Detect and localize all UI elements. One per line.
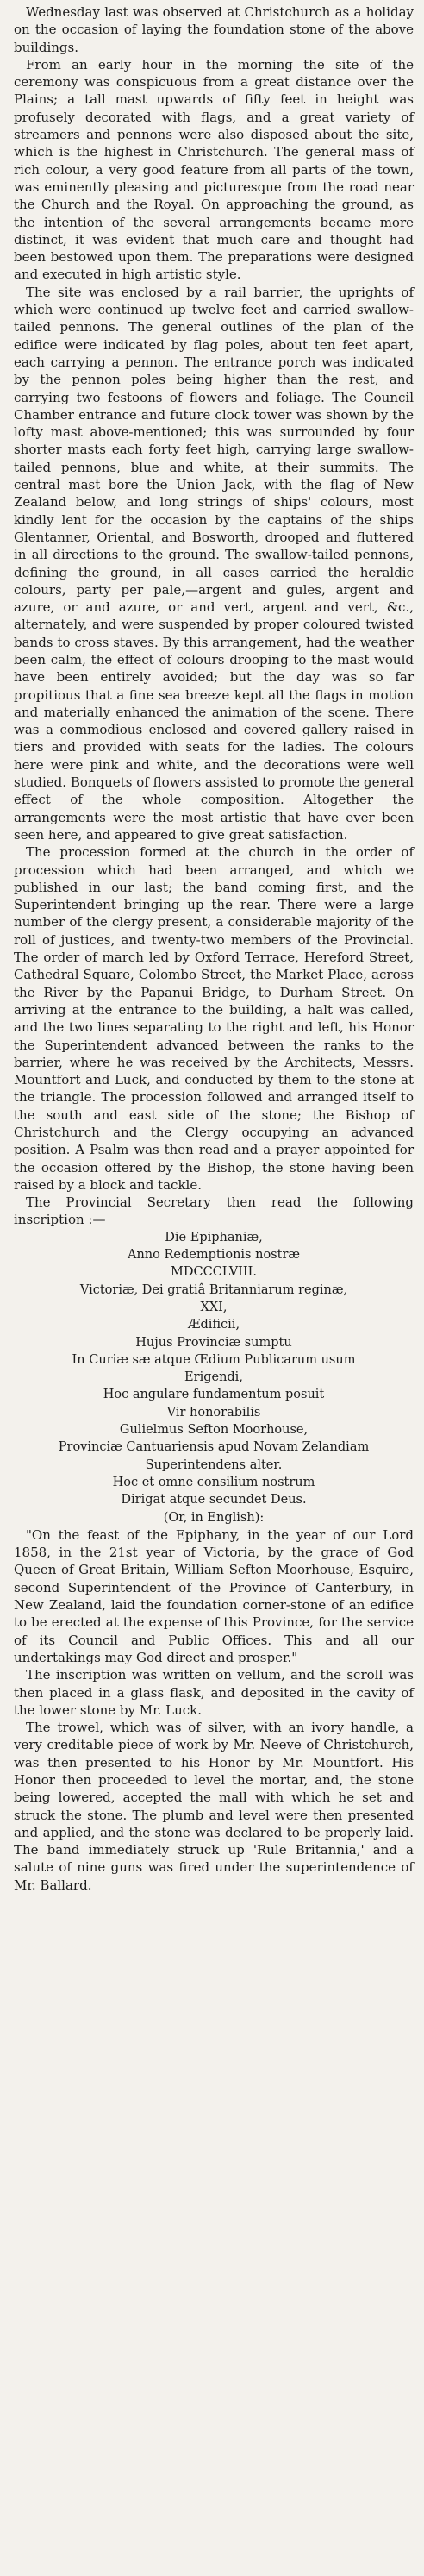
article-paragraph-7: The trowel, which was of silver, with an ivory handle, a very creditable piece of work by Mr. Neeve of Christchurch, was then presented to his Honor by Mr. Mountfort. His Honor then proceeded to level the mortar, and, the stone being lowered, accepted the mall with which he set and struck the stone. The plumb and level were then presented and applied, and the stone was declared to be properly laid. The band immediately struck up 'Rule Britannia,' and a salute of nine guns was fired under the superintendence of Mr. Ballard.	[14, 1720, 414, 1893]
article-paragraph-1: Wednesday last was observed at Christchurch as a holiday on the occasion of laying the foundation stone of the above buildings.	[14, 4, 414, 55]
article-paragraph-2: From an early hour in the morning the site of the ceremony was conspicuous from a great distance over the Plains; a tall mast upwards of fifty feet in height was profusely decorated with flags, and a great variety of streamers and pennons were also disposed about the site, which is the highest in Christchurch. The general mass of rich colour, a very good feature from all parts of the town, was eminently pleasing and picturesque from the road near the Church and the Royal. On approaching the ground, as the intention of the several arrangements became more distinct, it was evident that much care and thought had been bestowed upon them. The preparations were designed and executed in high artistic style.	[14, 56, 414, 283]
inscription-line: Anno Redemptionis nostræ	[128, 1248, 300, 1263]
article-paragraph-5: The Provincial Secretary then read the following inscription :—	[14, 1194, 414, 1228]
inscription-line: Hoc et omne consilium nostrum	[112, 1475, 315, 1489]
inscription-line: Dirigat atque secundet Deus.	[121, 1493, 307, 1507]
english-inscription-paragraph: "On the feast of the Epiphany, in the year of our Lord 1858, in the 21st year of Victoria, by the grace of God Queen of Great Britain, William Sefton Moorhouse, Esquire, second Superintendent of the Province of Canterbury, in New Zealand, laid the foundation corner-stone of an edifice to be erected at the expense of this Province, for the service of its Council and Public Offices. This and all our undertakings may God direct and prosper."	[14, 1526, 414, 1665]
inscription-line: Gulielmus Sefton Moorhouse,	[119, 1423, 309, 1438]
inscription-line: XXI,	[200, 1300, 228, 1314]
inscription-line: Victoriæ, Dei gratiâ Britanniarum reginæ,	[79, 1282, 348, 1297]
inscription-line: In Curiæ sæ atque Œdium Publicarum usum	[72, 1352, 356, 1367]
inscription-line: Vir honorabilis	[166, 1405, 261, 1420]
inscription-line: Hujus Provinciæ sumptu	[135, 1335, 292, 1350]
inscription-line: Ædificii,	[187, 1318, 240, 1332]
inscription-line: MDCCCLVIII.	[171, 1265, 257, 1280]
inscription-line: Superintendens alter.	[145, 1457, 283, 1472]
inscription-line: Hoc angulare fundamentum posuit	[103, 1388, 325, 1402]
article-paragraph-6: The inscription was written on vellum, and the scroll was then placed in a glass flask, and deposited in the cavity of the lower stone by Mr. Luck.	[14, 1667, 414, 1718]
inscription-line: Provinciæ Cantuariensis apud Novam Zelandiam	[58, 1440, 370, 1455]
inscription-line: (Or, in English):	[163, 1510, 265, 1525]
latin-inscription	[14, 1229, 414, 1526]
article-paragraph-4: The procession formed at the church in the order of procession which had been arranged, and which we published in our last; the band coming first, and the Superintendent bringing up the rear. There were a large number of the clergy present, a considerable majority of the roll of justices, and twenty-two members of the Provincial. The order of march led by Oxford Terrace, Hereford Street, Cathedral Square, Colombo Street, the Market Place, across the River by the Papanui Bridge, to Durham Street. On arriving at the entrance to the building, a halt was called, and the two lines separating to the right and left, his Honor the Superintendent advanced between the ranks to the barrier, where he was received by the Architects, Messrs. Mountfort and Luck, and conducted by them to the stone at the triangle. The procession followed and arranged itself to the south and east side of the stone; the Bishop of Christchurch and the Clergy occupying an advanced position. A Psalm was then read and a prayer appointed for the occasion offered by the Bishop, the stone having been raised by a block and tackle.	[14, 844, 414, 1193]
inscription-line: Erigendi,	[184, 1370, 243, 1385]
inscription-line: Die Epiphaniæ,	[165, 1230, 263, 1244]
article-paragraph-3: The site was enclosed by a rail barrier, the uprights of which were continued up twelve feet and carried swallow-tailed pennons. The general outlines of the plan of the edifice were indicated by flag poles, about ten feet apart, each carrying a pennon. The entrance porch was indicated by the pennon poles being higher than the rest, and carrying two festoons of flowers and foliage. The Council Chamber entrance and future clock tower was shown by the lofty mast above-mentioned; this was surrounded by four shorter masts each forty feet high, carrying large swallow-tailed pennons, blue and white, at their summits. The central mast bore the Union Jack, with the flag of New Zealand below, and long strings of ships' colours, most kindly lent for the occasion by the captains of the ships Glentanner, Oriental, and Bosworth, drooped and fluttered in all directions to the ground. The swallow-tailed pennons, defining the ground, in all cases carried the heraldic colours, party per pale,—argent and gules, argent and azure, or and azure, or and vert, argent and vert, &c., alternately, and were suspended by proper coloured twisted bands to cross staves. By this arrangement, had the weather been calm, the effect of colours drooping to the mast would have been entirely avoided; but the day was so far propitious that a fine sea breeze kept all the flags in motion and materially enhanced the animation of the scene. There was a commodious enclosed and covered gallery raised in tiers and provided with seats for the ladies. The colours here were pink and white, and the decorations were well studied. Bonquets of flowers assisted to promote the general effect of the whole composition. Altogether the arrangements were the most artistic that have ever been seen here, and appeared to give great satisfaction.	[14, 284, 414, 843]
